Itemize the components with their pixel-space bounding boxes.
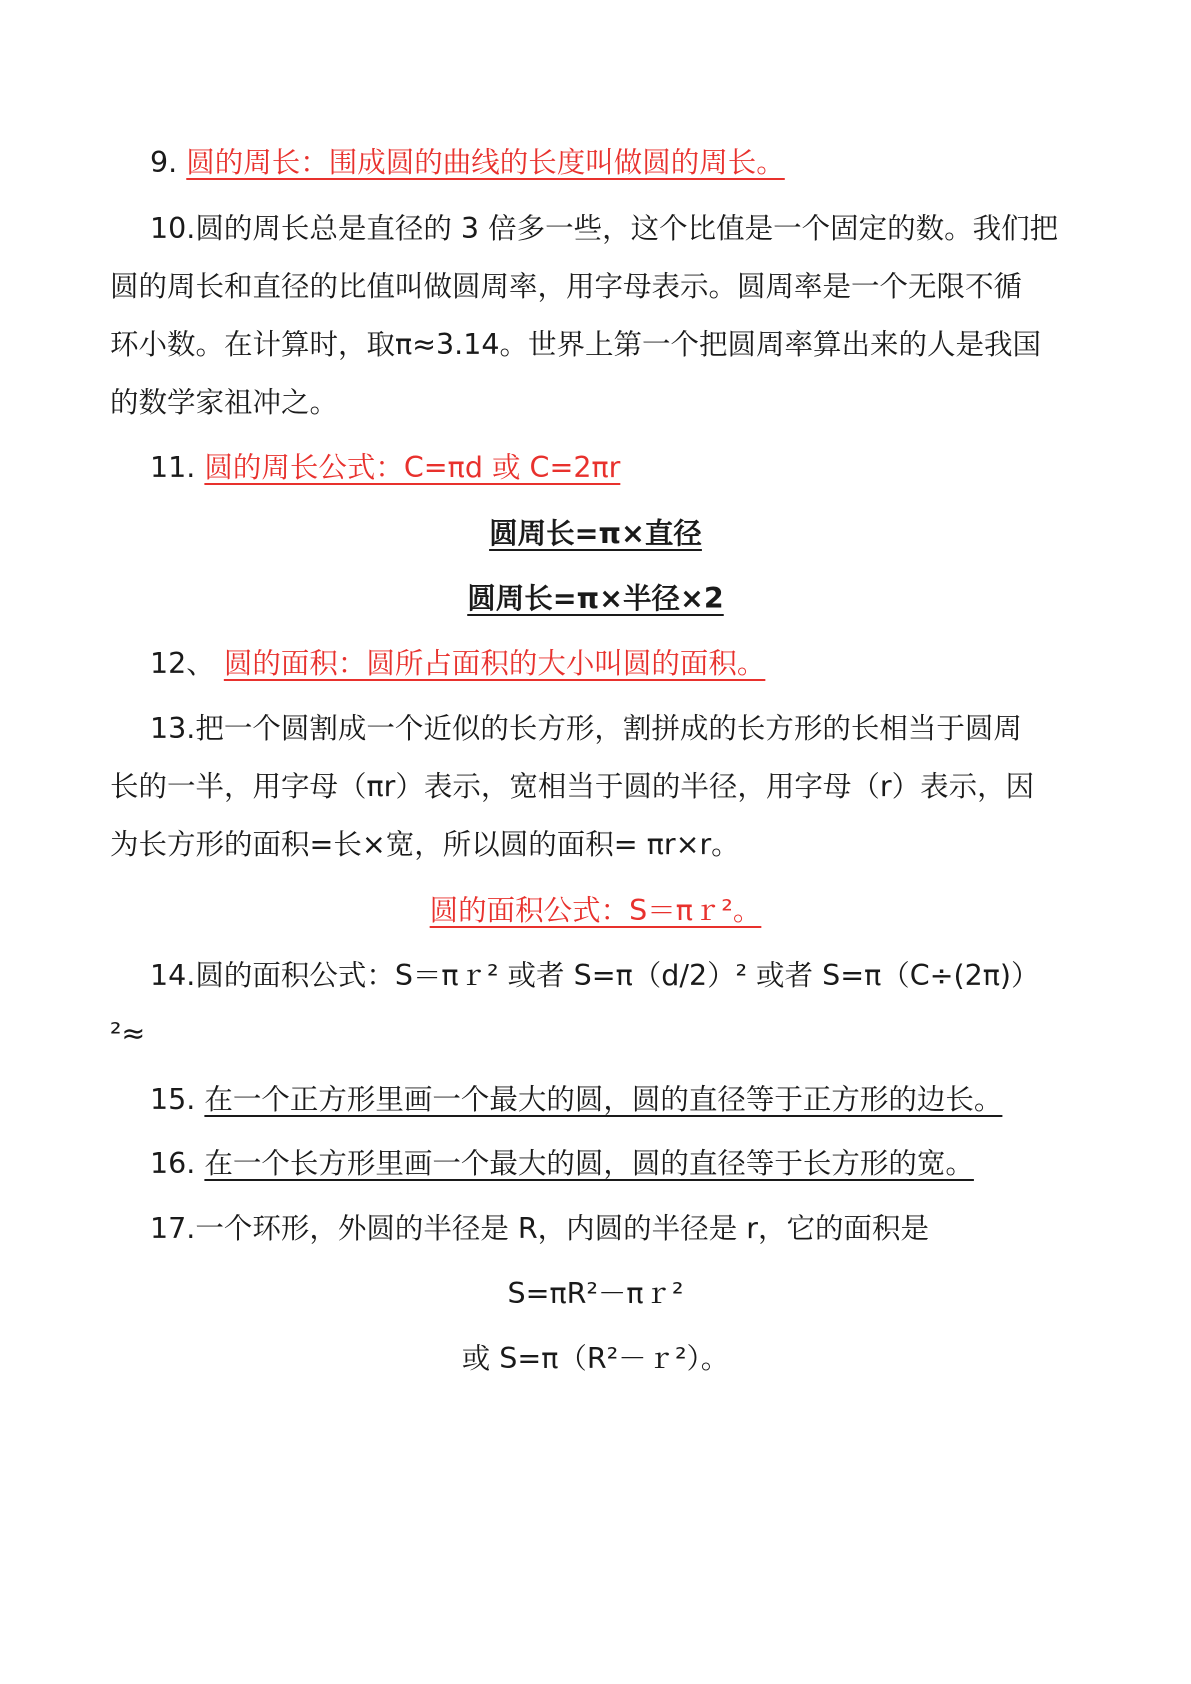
item-12-text: 圆的面积：圆所占面积的大小叫圆的面积。	[223, 647, 766, 680]
item-10-line-2: 圆的周长和直径的比值叫做圆周率，用字母表示。圆周率是一个无限不循	[110, 270, 1023, 303]
item-11-number: 11.	[150, 451, 196, 484]
item-12	[150, 647, 1130, 681]
item-16-number: 16.	[150, 1147, 196, 1180]
item-9-text: 圆的周长：围成圆的曲线的长度叫做圆的周长。	[186, 146, 785, 179]
item-15	[150, 1083, 1130, 1117]
item-13-line-1: 13.把一个圆割成一个近似的长方形，割拼成的长方形的长相当于圆周	[150, 712, 1022, 745]
item-11	[150, 451, 1130, 485]
item-14-line-2: ²≈	[110, 1017, 146, 1050]
item-10-line-3: 环小数。在计算时，取π≈3.14。世界上第一个把圆周率算出来的人是我国	[110, 328, 1041, 361]
item-17-line-1: 17.一个环形，外圆的半径是 R，内圆的半径是 r，它的面积是	[150, 1212, 929, 1245]
item-16-text: 在一个长方形里画一个最大的圆，圆的直径等于长方形的宽。	[204, 1147, 974, 1180]
item-13-line-3: 为长方形的面积=长×宽，所以圆的面积= πr×r。	[110, 828, 740, 861]
item-10-line-4: 的数学家祖冲之。	[110, 386, 339, 419]
item-10-line-1: 10.圆的周长总是直径的 3 倍多一些，这个比值是一个固定的数。我们把	[150, 212, 1059, 245]
item-12-number: 12、	[150, 647, 215, 680]
formula-circumference-radius: 圆周长=π×半径×2	[467, 582, 724, 615]
item-16	[150, 1147, 1130, 1181]
item-15-number: 15.	[150, 1083, 196, 1116]
item-11-text: 圆的周长公式：C=πd 或 C=2πr	[204, 451, 621, 484]
formula-circumference-diameter: 圆周长=π×直径	[489, 517, 702, 550]
item-14-line-1: 14.圆的面积公式：S＝πｒ² 或者 S=π（d/2）² 或者 S=π（C÷(2π)）	[150, 959, 1040, 992]
item-9	[150, 146, 1130, 180]
item-17-formula-1: S=πR²－πｒ²	[507, 1277, 684, 1310]
formula-area: 圆的面积公式：S＝πｒ²。	[429, 894, 762, 927]
item-17-formula-2: 或 S=π（R²－ｒ²）。	[461, 1342, 730, 1375]
item-13-line-2: 长的一半，用字母（πr）表示，宽相当于圆的半径，用字母（r）表示，因	[110, 770, 1035, 803]
item-15-text: 在一个正方形里画一个最大的圆，圆的直径等于正方形的边长。	[204, 1083, 1003, 1116]
item-9-number: 9.	[150, 146, 178, 179]
